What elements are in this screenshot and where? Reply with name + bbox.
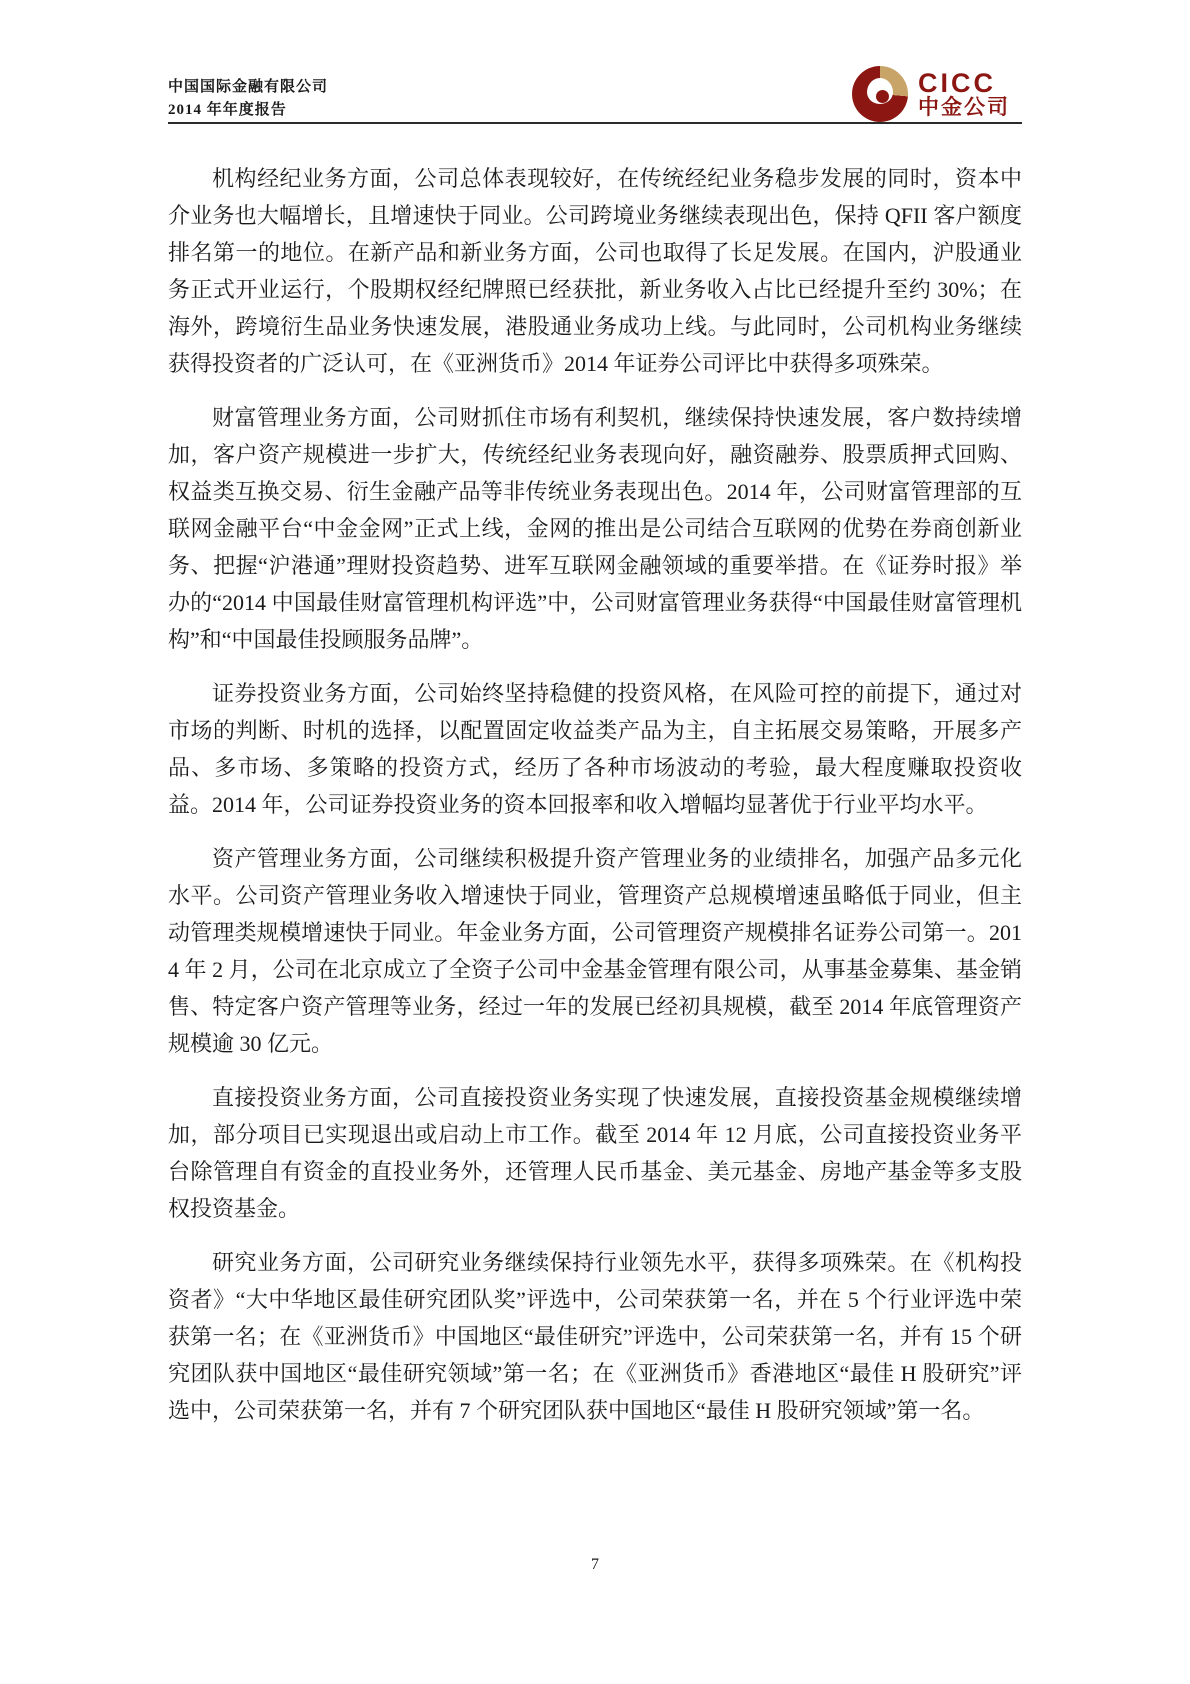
- header-titles: [168, 76, 328, 123]
- document-body: [168, 160, 1022, 1446]
- paragraph-asset-management: 资产管理业务方面，公司继续积极提升资产管理业务的业绩排名，加强产品多元化水平。公司资产管理业务收入增速快于同业，管理资产总规模增速虽略低于同业，但主动管理类规模增速快于同业。年金业务方面，公司管理资产规模排名证券公司第一。2014 年 2 月，公司在北京成立了全资子公司中金基金管理有限公司，从事基金募集、基金销售、特定客户资产管理等业务，经过一年的发展已经初具规模，截至 2014 年底管理资产规模逾 30 亿元。: [168, 846, 1022, 1056]
- cicc-logo-mark-icon: [852, 66, 908, 122]
- page-header: [168, 67, 1022, 124]
- cicc-logo-text: [918, 69, 1010, 119]
- header-divider: [168, 122, 1022, 124]
- page-number: 7: [591, 1556, 599, 1573]
- report-title: 2014 年年度报告: [168, 102, 287, 119]
- paragraph-institutional-brokerage: 机构经纪业务方面，公司总体表现较好，在传统经纪业务稳步发展的同时，资本中介业务也大幅增长，且增速快于同业。公司跨境业务继续表现出色，保持 QFII 客户额度排名第一的地位。在新产品和新业务方面，公司也取得了长足发展。在国内，沪股通业务正式开业运行，个股期权经纪牌照已经获批，新业务收入占比已经提升至约 30%；在海外，跨境衍生品业务快速发展，港股通业务成功上线。与此同时，公司机构业务继续获得投资者的广泛认可，在《亚洲货币》2014 年证券公司评比中获得多项殊荣。: [168, 166, 1022, 376]
- page-footer: [0, 1556, 1190, 1574]
- paragraph-research: 研究业务方面，公司研究业务继续保持行业领先水平，获得多项殊荣。在《机构投资者》“大中华地区最佳研究团队奖”评选中，公司荣获第一名，并在 5 个行业评选中荣获第一名；在《亚洲货币》中国地区“最佳研究”评选中，公司荣获第一名，并有 15 个研究团队获中国地区“最佳研究领域”第一名；在《亚洲货币》香港地区“最佳 H 股研究”评选中，公司荣获第一名，并有 7 个研究团队获中国地区“最佳 H 股研究领域”第一名。: [168, 1250, 1022, 1423]
- paragraph-wealth-management: 财富管理业务方面，公司财抓住市场有利契机，继续保持快速发展，客户数持续增加，客户资产规模进一步扩大，传统经纪业务表现向好，融资融券、股票质押式回购、权益类互换交易、衍生金融产品等非传统业务表现出色。2014 年，公司财富管理部的互联网金融平台“中金金网”正式上线，金网的推出是公司结合互联网的优势在券商创新业务、把握“沪港通”理财投资趋势、进军互联网金融领域的重要举措。在《证券时报》举办的“2014 中国最佳财富管理机构评选”中，公司财富管理业务获得“中国最佳财富管理机构”和“中国最佳投顾服务品牌”。: [168, 405, 1022, 652]
- paragraph-direct-investment: 直接投资业务方面，公司直接投资业务实现了快速发展，直接投资基金规模继续增加，部分项目已实现退出或启动上市工作。截至 2014 年 12 月底，公司直接投资业务平台除管理自有资金的直投业务外，还管理人民币基金、美元基金、房地产基金等多支股权投资基金。: [168, 1085, 1022, 1221]
- paragraph-securities-investment: 证券投资业务方面，公司始终坚持稳健的投资风格，在风险可控的前提下，通过对市场的判断、时机的选择，以配置固定收益类产品为主，自主拓展交易策略，开展多产品、多市场、多策略的投资方式，经历了各种市场波动的考验，最大程度赚取投资收益。2014 年，公司证券投资业务的资本回报率和收入增幅均显著优于行业平均水平。: [168, 681, 1022, 817]
- logo-text-zh: 中金公司: [918, 96, 1010, 120]
- company-name: 中国国际金融有限公司: [168, 79, 329, 95]
- logo-text-en: CICC: [918, 67, 996, 98]
- cicc-logo: [852, 66, 1010, 122]
